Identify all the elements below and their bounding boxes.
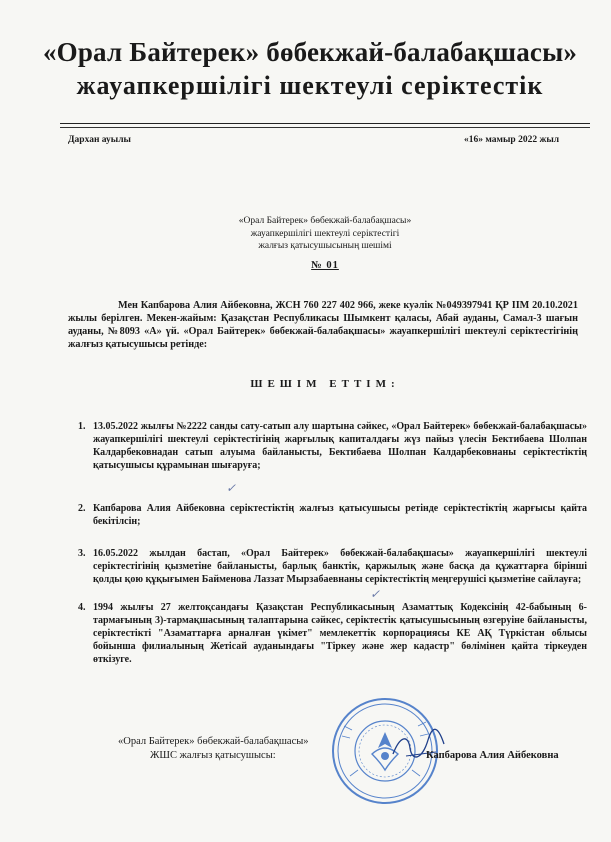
org-block bbox=[150, 215, 500, 253]
header-rule bbox=[60, 123, 590, 124]
header-title-line1: «Орал Байтерек» бөбекжай-балабақшасы» bbox=[42, 37, 578, 67]
signature-org: «Орал Байтерек» бөбекжай-балабақшасы» bbox=[118, 736, 309, 747]
org-line3: жалғыз қатысушысының шешімі bbox=[258, 241, 392, 251]
check-mark-icon: ✓ bbox=[226, 481, 237, 495]
header-rule-thin bbox=[60, 127, 590, 128]
item-number: 1. bbox=[78, 421, 86, 432]
signature-name: Капбарова Алия Айбековна bbox=[426, 750, 559, 761]
intro-paragraph: Мен Капбарова Алия Айбековна, ЖСН 760 227 402 966, жеке куәлік №049397941 ҚР ІІМ 20.10.2021 жылы берілген. Мекен-жайым: Қазақстан Республикасы Шымкент қаласы, Абай ауданы, Самал-3 шағын ауданы, №8093 «А» үй. «Орал Байтерек» бөбекжай-балабақшасы» жауапкершілігі шектеулі серіктестігінің жалғыз қатысушысы ретінде: bbox=[68, 300, 578, 350]
item-text: 13.05.2022 жылғы №2222 санды сату-сатып алу шартына сәйкес, «Орал Байтерек» бөбекжай-балабақшасы» жауапкершілігі шектеулі серіктестігінің жарғылық капиталдағы жүз пайыз үлесін Бектибаева Шолпан Калдарбековнадан сатып алуыма байланысты, Бектибаева Шолпан Калдарбековнаны серіктестіктің қатысушысы құрамынан шығаруға; bbox=[93, 421, 587, 471]
org-line2: жауапкершілігі шектеулі серіктестігі bbox=[250, 228, 400, 239]
item-number: 2. bbox=[78, 503, 86, 514]
org-line1: «Орал Байтерек» бөбекжай-балабақшасы» bbox=[238, 216, 412, 226]
document-date: «16» мамыр 2022 жыл bbox=[464, 135, 560, 145]
signature-role: ЖШС жалғыз қатысушысы: bbox=[150, 750, 276, 761]
item-number: 4. bbox=[78, 602, 86, 613]
item-text: 1994 жылғы 27 желтоқсандағы Қазақстан Республикасының Азаматтық Кодексінің 42-бабының 6-тармағының 3)-тармақшасының талаптарына сәйкес, серіктестік қатысушысының өзгеруіне байланысты, серіктестікті "Азаматтарға арналған үкімет" мемлекеттік корпорациясы КЕ АҚ Түркістан облысы бойынша филиалының Жетісай ауданындағы "Тіркеу және жер кадастр" бөлімінен қайта тіркеуден өткізуге. bbox=[93, 602, 587, 665]
header-title-line2: жауапкершілігі шектеулі серіктестік bbox=[76, 71, 544, 100]
item-number: 3. bbox=[78, 548, 86, 559]
decided-heading: ШЕШІМ ЕТТІМ: bbox=[250, 378, 400, 390]
check-mark-icon: ✓ bbox=[370, 587, 381, 601]
decision-number: № 01 bbox=[311, 260, 339, 271]
village-label: Дархан ауылы bbox=[68, 135, 131, 145]
item-text: 16.05.2022 жылдан бастап, «Орал Байтерек» бөбекжай-балабақшасы» жауапкершілігі шектеулі серіктестігінің қызметіне байланысты, барлық банктік, қаржылық және басқа да құжаттарға бірінші қолды қою құқығымен Байменова Лаззат Мырзабаевнаны серіктестіктің меңгерушісі қызметіне сайлауға; bbox=[93, 548, 587, 585]
item-text: Капбарова Алия Айбековна серіктестіктің жалғыз қатысушысы ретінде серіктестіктің жарғысы қайта бекітілсін; bbox=[93, 503, 587, 527]
